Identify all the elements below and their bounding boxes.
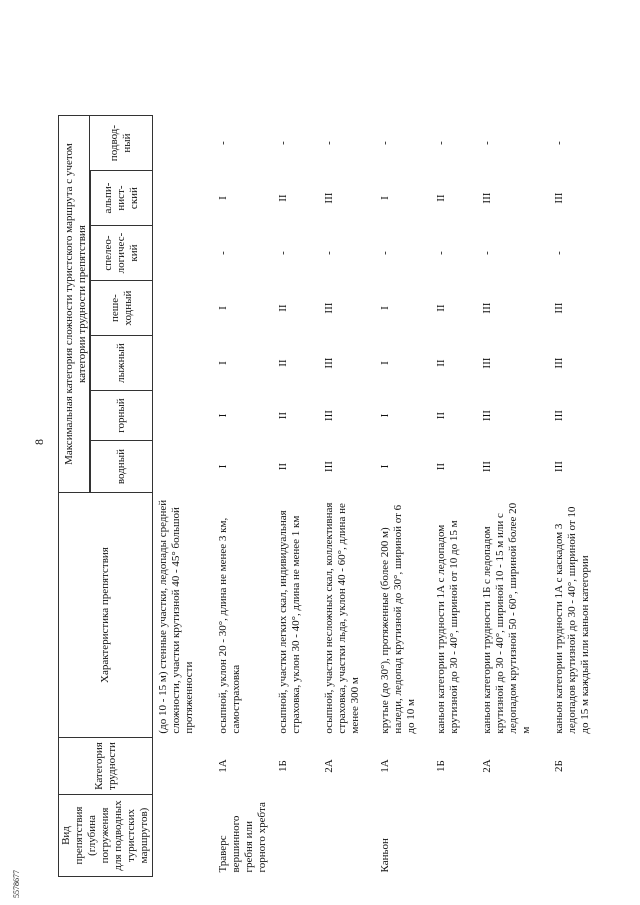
value-ski xyxy=(153,336,213,391)
header-route-underwater: подвод-ный xyxy=(90,116,153,171)
value-speleo: - xyxy=(216,251,229,255)
value-speleo: - xyxy=(276,251,289,255)
characteristic-cell: каньон категории трудности 1Б с ледопадом крутизной до 30 - 40°, шириной 10 - 15 м или с ледопадом крутизной 50 - 60°, шириной более 20 м xyxy=(480,502,532,734)
value-hiking: II xyxy=(434,304,447,312)
value-speleo xyxy=(153,226,213,281)
header-max-category: Максимальная категория сложности туристского маршрута с учетом категории трудности препятствия xyxy=(59,116,90,493)
header-route-water: водный xyxy=(91,441,153,493)
table-row xyxy=(273,116,319,877)
obstacle-type-cell xyxy=(549,795,605,877)
table-row xyxy=(213,116,273,877)
value-water: I xyxy=(378,464,391,469)
difficulty-cell: 1А xyxy=(216,759,229,773)
value-mountain: III xyxy=(552,410,565,422)
value-ski: III xyxy=(322,357,335,369)
value-water: III xyxy=(322,461,335,473)
obstacle-type-cell xyxy=(153,795,213,877)
value-underwater: - xyxy=(216,141,229,145)
value-underwater xyxy=(153,116,213,171)
header-difficulty: Категория трудности xyxy=(59,738,153,795)
value-water: III xyxy=(552,461,565,473)
value-hiking: I xyxy=(216,306,229,310)
value-ski: III xyxy=(480,357,493,369)
obstacle-category-table xyxy=(58,115,605,877)
difficulty-cell: 1Б xyxy=(276,760,289,772)
value-hiking: I xyxy=(378,306,391,310)
table-row xyxy=(153,116,213,877)
value-alpine: I xyxy=(378,196,391,200)
characteristic-cell: осыпной, уклон 20 - 30°, длина не менее 3 км, самостраховка xyxy=(216,517,242,734)
header-route-hiking: пеше-ходный xyxy=(91,281,153,336)
value-speleo: - xyxy=(480,251,493,255)
value-ski: I xyxy=(216,361,229,365)
value-hiking: III xyxy=(552,302,565,314)
value-alpine xyxy=(153,171,213,226)
value-mountain: II xyxy=(434,411,447,420)
value-water: III xyxy=(480,461,493,473)
value-alpine: II xyxy=(434,194,447,202)
value-ski: II xyxy=(434,359,447,367)
value-ski: II xyxy=(276,359,289,367)
value-underwater: - xyxy=(276,141,289,145)
table-row xyxy=(549,116,605,877)
page-number: 8 xyxy=(32,439,46,445)
value-hiking: III xyxy=(480,302,493,314)
value-water: I xyxy=(216,464,229,469)
table-row xyxy=(431,116,477,877)
table-row xyxy=(319,116,375,877)
characteristic-cell: каньон категории трудности 1А с каскадом 3 ледопадов крутизной до 30 - 40°, шириной от 10 до 15 м каждый или каньон категории xyxy=(552,506,591,734)
obstacle-type-cell: Каньон xyxy=(378,838,391,873)
difficulty-cell: 1Б xyxy=(434,760,447,772)
value-speleo: - xyxy=(552,251,565,255)
difficulty-cell: 2А xyxy=(480,759,493,773)
value-mountain xyxy=(153,391,213,441)
characteristic-cell: осыпной, участки легких скал, индивидуальная страховка, уклон 30 - 40°, длина не менее 1 км xyxy=(276,510,302,734)
characteristic-cell: крутые (до 30°), протяженные (более 200 м) наледи, ледопад крутизной до 30°, шириной от 6 до 10 м xyxy=(378,504,417,734)
value-water xyxy=(153,441,213,493)
value-water: II xyxy=(276,462,289,471)
difficulty-cell xyxy=(153,738,213,795)
value-alpine: II xyxy=(276,194,289,202)
value-underwater: - xyxy=(322,141,335,145)
value-mountain: I xyxy=(378,413,391,418)
header-route-ski: лыжный xyxy=(91,336,153,391)
value-hiking: II xyxy=(276,304,289,312)
value-speleo: - xyxy=(378,251,391,255)
characteristic-cell: осыпной, участки несложных скал, коллективная страховка, участки льда, уклон 40 - 60°, длина не менее 300 м xyxy=(322,502,361,734)
header-route-mountain: горный xyxy=(91,391,153,441)
difficulty-cell: 2Б xyxy=(552,760,565,772)
value-mountain: II xyxy=(276,411,289,420)
value-underwater: - xyxy=(480,141,493,145)
value-alpine: I xyxy=(216,196,229,200)
obstacle-type-cell: Траверс вершинного гребня или горного хребта xyxy=(216,802,268,873)
difficulty-cell: 1А xyxy=(378,759,391,773)
value-ski: I xyxy=(378,361,391,365)
value-mountain: III xyxy=(480,410,493,422)
value-mountain: III xyxy=(322,410,335,422)
value-underwater: - xyxy=(434,141,447,145)
difficulty-cell: 2А xyxy=(322,759,335,773)
obstacle-type-cell xyxy=(319,795,375,877)
header-characteristic: Характеристика препятствия xyxy=(59,493,153,738)
obstacle-type-cell xyxy=(477,795,549,877)
table-row xyxy=(375,116,431,877)
value-speleo: - xyxy=(322,251,335,255)
table-row xyxy=(477,116,549,877)
value-underwater: - xyxy=(552,141,565,145)
value-speleo: - xyxy=(434,251,447,255)
header-route-speleo: спелео-логичес-кий xyxy=(91,226,153,281)
characteristic-cell: каньон категории трудности 1А с ледопадом крутизной до 30 - 40°, шириной от 10 до 15 м xyxy=(434,520,460,734)
obstacle-type-cell xyxy=(431,795,477,877)
header-obstacle-type: Вид препятствия (глубина погружения для подводных туристских маршрутов) xyxy=(59,795,153,877)
value-mountain: I xyxy=(216,413,229,418)
value-alpine: III xyxy=(480,192,493,204)
value-underwater: - xyxy=(378,141,391,145)
value-water: II xyxy=(434,462,447,471)
characteristic-cell: (до 10 - 15 м) стенные участки, ледопады средней сложности, участки крутизной 40 - 45° большой протяженности xyxy=(157,499,195,734)
value-alpine: III xyxy=(552,192,565,204)
value-alpine: III xyxy=(322,192,335,204)
value-hiking: III xyxy=(322,302,335,314)
value-hiking xyxy=(153,281,213,336)
header-route-alpine: альпи-нист-ский xyxy=(91,171,153,226)
obstacle-type-cell xyxy=(273,795,319,877)
value-ski: III xyxy=(552,357,565,369)
document-id: 5578677 xyxy=(12,870,21,898)
